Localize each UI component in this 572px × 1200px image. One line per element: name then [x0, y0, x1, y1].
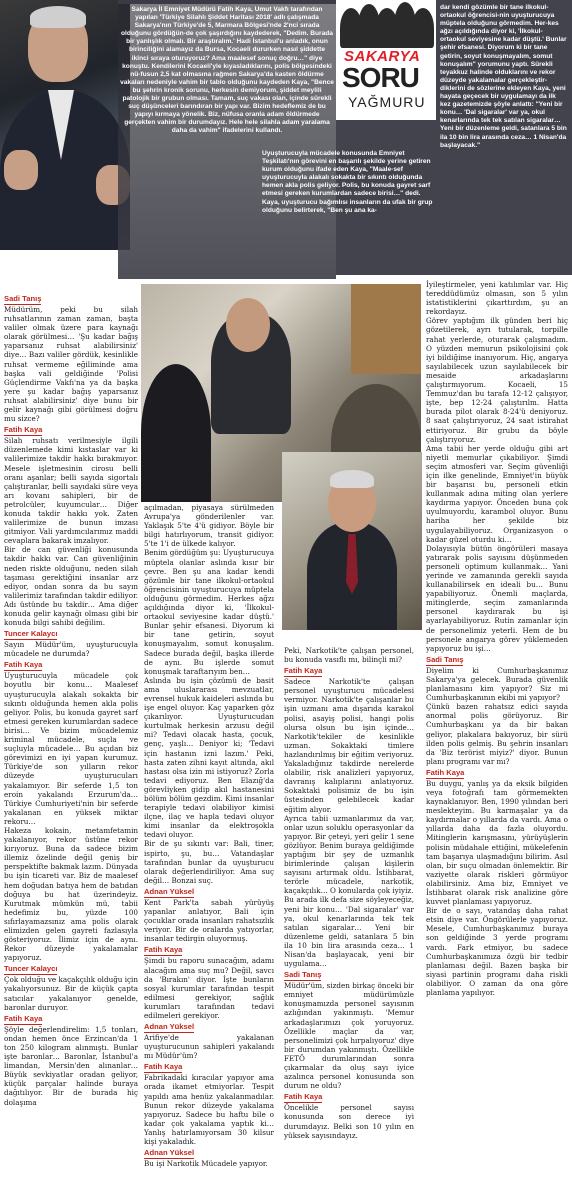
speaker-name: Fatih Kaya: [284, 1092, 323, 1102]
speaker-name: Adnan Yüksel: [144, 1022, 195, 1032]
speaker-name: Sadi Tanış: [4, 294, 42, 303]
article-paragraph: Şimdi bu raporu sunacağım, adamı alacağım ama suç mu? Değil, savcı da 'Bırakın' diyor. İşte bunların sosyal kurumlar tarafından tespit edilmesi gerekiyor, sağlık kurumları tarafından tedavi edilmeleri gerekiyor.: [144, 956, 274, 1020]
article-paragraph: Şöyle değerlendirelim: 1,5 tonları, ondan hemen önce Erzincan'da 1 ton 250 kilogram alınmıştı. Bunlar işte baronlar… Baronlar, İstanbul'a limandan, Mersin'den alınanlar… Büyük sevkiyatlar oradan geliyor, küçük parçalar halinde buraya dağıtılıyor. Bir de burada hiç dolaşıma: [4, 1024, 138, 1107]
logo-soru: SORU: [342, 62, 419, 93]
silhouettes-icon: [336, 0, 436, 48]
article-column-3: [284, 646, 414, 1197]
article-paragraph: Bu işi Narkotik Mücadele yapıyor.: [144, 1159, 268, 1169]
article-paragraph: İyileştirmeler, yeni katılımlar var. Hiç tereddüdümüz olmasın, son 5 yılın istatistiklerini çıkarttırdım, şu an rekordayız.: [426, 280, 568, 317]
article-paragraph: Bir de şu sıkıntı var: Bali, tiner, ispirto, şu, bu… Vatandaşlar tarafından bunlar da uyuşturucu olarak değerlendiriliyor. Ama suç değil… Bonzai suç.: [144, 839, 274, 885]
article-column-4: [426, 280, 568, 1197]
speaker-name: Tuncer Kalaycı: [4, 964, 58, 974]
speaker-name: Fatih Kaya: [4, 425, 43, 435]
article-paragraph: Sadece Narkotik'te çalışan personel uyuşturucu mücadelesi vermiyor. Narkotik'te çalışanlar bu işin uzmanı ama dışarıda karakol polisi, asayiş polisi, hangi polis olursa olsun bu işin içinde… Narkotik'tekiler de kesinlikle uzman. Sokaktaki timlere hazlandırılmış bir eğitim veriyoruz. Yakaladığınız takdirde nerelerde olabilir, risk analizleri yapıyoruz, davranış kalıplarını anlatıyoruz. Sokaktaki polisimiz de bu işin üstesinden gelebilecek kadar eğitim alıyor.: [284, 677, 414, 814]
article-paragraph: Bir de o sayı, vatandaş daha rahat etsin diye var. Öngörülerle yapıyoruz. Mesele, Cumhurbaşkanımız buraya son geldiğinde 3 yerde programı vardı. Fark etmiyor, bu sadece Cumhurbaşkanımıza özgü bir tedbir planlaması değil. Bazen başka bir siyasi partinin programı daha riskli olabiliyor. O zaman da ona göre planlama yapılıyor.: [426, 906, 568, 998]
logo-yagmuru: YAĞMURU: [348, 94, 426, 110]
article-paragraph: Dolayısıyla bütün öngörüleri masaya yatırarak polis sayısını düşünmeden personeli optimum kullanmak… Yani yerinde ve zamanında gerekli sayıda kullanabilirsek en ideali bu… Bunu yapabiliyoruz. Önemli maçlarda, mitinglerde, seçim zamanlarında personel kaydırarak bu işi ayarlayabiliyoruz. Rutin zamanlar için de personelimiz yeterli. Hem de bu personele angarya görev yüklemeden yapıyoruz bu işi…: [426, 543, 568, 653]
article-paragraph: Müdürüm, peki bu silah ruhsatlarının zaman zaman, başta valiler olmak üzere para kaynağı olarak görülmesi… 'Şu kadar bağış yaparsanız ruhsat alabilirsiniz' diye… Bazı valiler gördük, kesinlikle ruhsat vermeme eğiliminde ama başka vali geldiğinde 'Polisi Güçlendirme Vakfı'na ya da başka yere şu kadar bağış yaparsanız ruhsat alabilirsiniz' diye bunu bir gelir kaynağı gibi görülmesi doğru mu sizce?: [4, 305, 138, 424]
article-paragraph: Uyuşturucuyla mücadele çok boyutlu bir konu… Maalesef uyuşturucuyla alakalı sokakta bir sıkıntı olduğunda hemen akla polis geliyor. Polis, bu konuda gayret sarf etmesi gereken kurumlardan sadece birisi… Ve bizim mücadelemiz kriminal mücadele, suçla ve suçluyla mücadele… Bu açıdan biz görevimizi en iyi yapan kurumuz. Türkiye'de son yılların rekor düzeyde uyuşturucuları yakalamıyor. Bir seferde 1,5 ton eroin yakalandı Erzurum'da… Türkiye Cumhuriyeti'nin bir seferde yakalanan en yüksek miktar rekoru…: [4, 671, 138, 826]
speaker-name: Sadi Tanış: [284, 970, 322, 980]
article-paragraph: Kent Park'ta sabah yürüyüş yapanlar anlatıyor, Bali için çocuklar orada insanları rahatsızlık veriyor. Bir de oralarda yatıyorlar, insanlar tedirgin oluyormuş.: [144, 897, 274, 944]
article-paragraph: Benim gördüğüm şu: Uyuşturucuya müptela olanlar aslında kısır bir çevre. Ben şu ana kadar kendi gözümle bir tane ilkokul-ortaokul öğrencisinin uyuşturucuya müptela olduğunu görmedim. Herkes ağzı açıldığında diyor ki, 'İlkokul-ortaokul seviyesine kadar düştü.' Bunlar şehir efsanesi. Diyorum ki bir tane getirin, soyut konuşmayalım, somut konuşalım. Sadece burada değil, başka illerde de aynı. Bu işlerde somut konuşmak taraftarıyım ben…: [144, 548, 274, 676]
article-paragraph: Bu duygu, yanlış ya da eksik bilgiden veya fotoğrafı tam görmemekten kaynaklanıyor. Ben, 1990 yılından beri meslekteyim. Bu karmaşalar ya da kaydırmalar o yıllarda da vardı. Ama o yıllarda daha da fazla oluyordu. Mitinglerin karışmasını, yürüyüşlerin polisin müdahale ettiğini, mükelefenin tam başarıya ulaşmadığını bilirim. Asıl olan, bir suçu olmadan önlemektir. Bir vaziyette olarak riskleri görmüyor olabilirsiniz. Ama biz, Emniyet ve İstihbarat olarak risk analizine göre kuvvet planlaması yapıyoruz.: [426, 778, 568, 907]
article-paragraph: Ayrıca tabii uzmanlarımız da var, onlar uzun soluklu operasyonlar da yapıyor. Bir çeteyi, yeri gelir 1 sene gözlüyor. Benim buraya geldiğimde yaptığım bir şey de uzmanlık birimlerinde çalışan kişilerin sayısını artırmak oldu. İstihbarat, terörle mücadele, narkotik, kaçakçılık… O konularda çok iyiyiz.: [284, 813, 414, 896]
article-paragraph: Aslında bu işin çözümü de basit ama uluslararası mevzuatlar, evrensel hukuk kaideleri aslında bu işe engel oluyor. Kaç yaparken göz çıkarılıyor. Uyuşturucudan kurtulmak herkesin arzusu değil mi? Tedavi olacak hasta, çocuk, genç, yaşlı… Deniyor ki; 'Tedavi için hastanın izni lazım.' Peki, hasta zaten zihni kayıt altında, akıl hastası olsa izin mi istiyoruz? Zorla tedavi ediyoruz. Ben Elazığ'da görevliyken gidip akıl hastanesini bölüm bölüm gezdim. Kimi insanlar terapiyle tedavi olabiliyor kimisi ilçne, ilaç ve hapla tedavi oluyor kimi insanlar da elektroşokla tedavi oluyor.: [144, 675, 274, 840]
article-paragraph: Fabrikadaki kıracılar yapıyor ama orada ikamet etmiyorlar. Tespit yapıldı ama henüz yakalanmadılar. Bunun rekor düzeyde yakalama yapıyoruz. Sadece bu haftu bile o kadar çok yakalama yaptık ki… Yanlış hatırlamıyorsam 30 kilsur kişi yakaladık.: [144, 1073, 274, 1146]
article-column-2: [144, 503, 274, 1197]
article-paragraph: Sayın Müdür'üm, uyuşturucuyla mücadele ne durumda?: [4, 640, 138, 659]
article-paragraph: Arifiye'de yakalanan uyuşturucunun sahipleri yakalandı mı Müdür'üm?: [144, 1033, 274, 1061]
speaker-name: Fatih Kaya: [284, 666, 323, 676]
article-paragraph: Diyelim ki Cumhurbaşkanımız Sakarya'ya gelecek. Burada güvenlik planlamasını kim yapıyor? Siz mi Cumhurbaşkanının ekibi mi yapıyor?: [426, 665, 568, 703]
speaker-name: Tuncer Kalaycı: [4, 629, 58, 639]
speaker-name: Fatih Kaya: [144, 945, 183, 955]
portrait-photo: [282, 452, 422, 630]
speaker-name: Fatih Kaya: [144, 1062, 183, 1072]
right-dark-text: dar kendi gözümle bir tane ilkokul-ortaokul öğrencisi-nin uyuşturucuya müptela olduğunu görmedim. Her-kes ağzı açıldığında diyor ki, 'İlkokul-ortaokul seviyesine kadar düştü.' Bunlar şehir efsanesi. Diyorum ki bir tane getirin, soyut konuşmayalım, somut konuşalım" yorumunu yaptı. Sürekli teyakkuz halinde olduklarını ve rekor düzeyde yakalamalar gerçekleştir-diklerini de sözlerine ekleyen Kaya, yeni hayata geçecek bir uygulamayı da ilk kez gazetemizde şöyle anlattı: "Yeni bir konu… 'Dal sigaralar' var ya, okul kenarlarında tek tek satılan sigaralar… Yeni bir düzenleme geldi, satanlara 5 bin ila 10 bin lira arasında ceza… 1 Nisan'da başlayacak.": [436, 0, 572, 275]
article-paragraph: Bu arada ilk defa size söyleyeceğiz, yeni bir konu… 'Dal sigaralar' var ya, okul kenarlarında tek tek satılan sigaralar… Yeni bir düzenleme geldi, satanlara 5 bin ila 10 bin lira arasında ceza… 1 Nisan'da başlayacak, yeni bir uygulama…: [284, 895, 414, 969]
speaker-name: Adnan Yüksel: [144, 886, 195, 896]
speaker-name: Fatih Kaya: [4, 1013, 43, 1023]
police-chief-photo: [0, 0, 130, 250]
article-column-1: [4, 292, 138, 1197]
article-paragraph: Bir de can güvenliği konusunda takdir hakkı var. Can güvenliğinin neden riskte olduğunu, neden silah taşıması gerektiğini insanlar arz ediyor, ondan sonra da bu sayın valilerimiz tarafından takdir ediliyor. Adı üstünde bu takdir… Ama diğer konuda gelir kaynağı olması gibi bir konuda bilgi sahibi değilim.: [4, 545, 138, 628]
speaker-name: Sadi Tanış: [426, 654, 464, 664]
article-paragraph: Hakeza kokain, metamfetamin yakalanıyor, rekor üstüne rekor kırıyoruz. Buna da sadece bizim illemiz özelinde değil geniş bir perspektifte bakmak lazım. Dünyada bu işin ticareti var. Biz de maalesef hem doğudan batıya hem de batıdan doğuya bu hat üzerindeyiz. Kurutmak mümkün mü, tabii hedefimiz bu, yüzde 100 sıfırlayamazsınız ama polis olarak elimizden gelen gayreti fazlasıyla gösteriyoruz. İlimiz için de aynı. Rekor düzeyde yakalamalar yapıyoruz.: [4, 825, 138, 963]
mid-dark-text: Uyuşturucuyla mücadele konusunda Emniyet Teşkilatı'nın görevini en başarılı şekilde yerine getiren kurum olduğunu ifade eden Kaya, "Maale-sef uyuşturucuyla alakalı sokakta bir sıkıntı olduğunda hemen akla polis geliyor. Polis, bu konuda gayret sarf etmesi gereken kurumlardan sadece birisi…" dedi. Kaya, uyuşturucu bağımlısı insanların da ufak bir grup olduğunu belirterek, "Ben şu ana ka-: [262, 150, 433, 214]
article-paragraph: açılmadan, piyasaya sürülmeden Avrupa'ya gönderilenler var. Yaklaşık 5'te 4'ü gidiyor. Böyle bir bilgi hatırlıyorum, transit gidiyor. 5'te 1'i de ülkede kalıyor.: [144, 503, 274, 549]
article-paragraph: Peki, Narkotik'te çalışan personel, bu konuda vasıflı mı, bilinçli mi?: [284, 646, 414, 665]
article-paragraph: Öncelikle personel sayısı konusunda son derece iyi durumdayız. Belki son 10 yılın en yüksek sayısındayız.: [284, 1103, 414, 1140]
speaker-name: Adnan Yüksel: [144, 1148, 195, 1158]
speaker-name: Fatih Kaya: [426, 767, 465, 777]
intro-text: Sakarya İl Emniyet Müdürü Fatih Kaya, Umut Vakfı tarafından yapılan 'Türkiye Silahlı Şiddet Haritası 2018' adlı çalışmada Sakarya'nın Türkiye'de 5, Marmara Bölgesi'nde 2'nci sırada olduğunu gördüğün-de çok şaşırdığını kaydederek, "Dedim. Burada bir yanlışlık olmalı. Bir araştıralım.' Hadi İstanbul'u anladık, onun birinciliğini alamayız da Bursa, Kocaeli dururken nasıl şiddette ikinci sıraya oturuyoruz? Ama maalesef sonuç doğru…" diye konuştu. Kendilerini Kocaeli'yle kıyasladıklarını, polis bölgesindeki nü-fusun 2,5 kat olmasına rağmen Sakarya'da kasten öldürme vakaları nedeniyle vahim bir tablo olduğunu kaydeden Kaya, "Bence bu şehrin kronik sorunu, herkesin demiyorum, şiddet meylili patolojik bir grubun olması. Tamam, suç vakası olan, içinde sürekli suç düşünceleri barındıran bir yapı var. Bizim hedeflemiz de bu yapıyı kırmaya yönelik. Biz, nüfusa oranla adam öldürmede gerçekten vahim bir durumdayız. Hele hele silahla adam yaralama daha da vahim" ifadelerini kullandı.: [118, 4, 336, 279]
speaker-name: Fatih Kaya: [4, 660, 43, 670]
article-paragraph: Çünkü bazen rahatsız edici sayıda anormal polis görüyoruz. Bir Cumhurbaşkanı ya da bir bakan geliyor, plakalara bakıyoruz, bir sürü ilden polis gelmiş. Bu şehrin insanları da 'Biz terörist miyiz?' diyor. Bunun planı programı var mı?: [426, 702, 568, 766]
article-paragraph: Görev yaptığım ilk günden beri hiç gözetilerek, ayrı tutularak, torpille rahat yerlerde, oturarak çalışmadım. O yüzden memurun psikolojisini çok iyi bildiğime inanıyorum. Hiç, angarya sayılabilecek uzun sayılabilecek bir mesaide arkadaşlarını çalıştırmıyorum. Kocaeli, 15 Temmuz'dan bu tarafa 12-12 çalışıyor, işte, bep 12-24 çalıştırılm. Hatta burada pilot olarak 8-24'ü deniyoruz. 8 saat çalıştırıyoruz, 24 saat istirahat ettiriyoruz. Bir grubu da böyle çalıştırıyoruz.: [426, 316, 568, 444]
article-paragraph: Silah ruhsatı verilmesiyle ilgili düzenlemede kimi kıstaslar var ki valilerimize takdir hakkı bırakmıyor. Mesele işletmesinin cirosu belli oranı aşanlar; belli sayıda sigortalı çalıştıranlar, belli sayıdaki süre veya arı kovanı sahipleri, bir de petrolcüler, kuyumcular… Diğer konuda takdir hakkı yok. Zaten valilerimize de bunun imzası gitmiyor. Vali yardımcılarımız maddi cevaplara bakarak imzalıyor.: [4, 436, 138, 546]
article-paragraph: Müdür'üm, sizden birkaç önceki bir emniyet müdürümüzle konuşmamızda personel sayısının azlığından yakınmıştı. 'Memur arkadaşlarımızı çok yoruyoruz. Özellikle maçlar da var, personelimizi çok hırpalıyoruz' diye bir durumdan yakınmıştı. Özellikle FETÖ durumlarından sonra çıkarmalar da oluş sayı iyice azalınca personel konusunda son durum ne oldu?: [284, 981, 414, 1091]
logo-sakarya: SAKARYA: [344, 48, 421, 65]
article-paragraph: Ama tabii her yerde olduğu gibi art niyetli memurlar çıkabiliyor. Şimdi seçim atmosferi var. Seçim güvenliği için ilke genelinde, Emniyet'in büyük bir başarısı bu, personeli etkin kullanmak adına miting olan yerlere kaydırma yapıyor. Önceden buna çok uyulmuyordu, karambol oluyor. Bunu hariha her şekilde biz uygulayabiliyoruz. Organizasyon o kadar güzel oturdu ki…: [426, 443, 568, 544]
article-paragraph: Çok olduğu ve kaçakçılık olduğu için yakalıyorsunuz. Bir de küçük çapta satıcılar yakalanıyor genelde, baronlar duruyor.: [4, 975, 138, 1012]
